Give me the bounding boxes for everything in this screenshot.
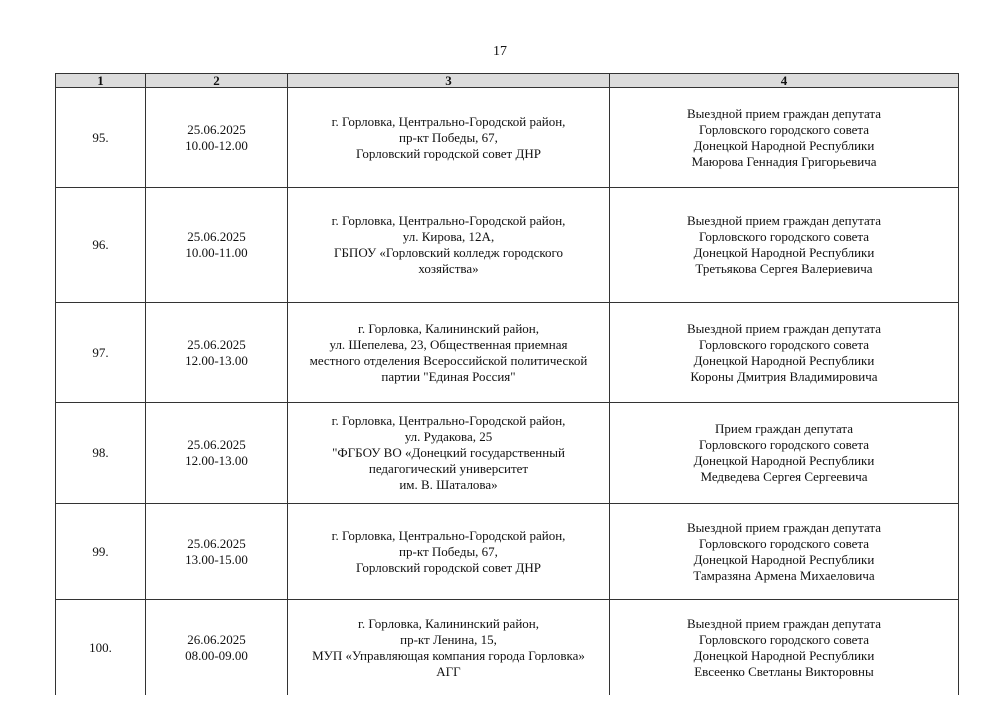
table-row — [56, 600, 959, 696]
column-header-1: 1 — [56, 74, 146, 88]
event-line: Донецкой Народной Республики — [693, 352, 875, 368]
table-row — [56, 504, 959, 600]
place-line: партии "Единая Россия" — [381, 368, 516, 384]
header-row — [56, 74, 959, 88]
event-line: Горловского городского совета — [698, 229, 870, 244]
place-line: хозяйства» — [418, 261, 479, 276]
event-line: Горловского городского совета — [698, 437, 870, 452]
datetime-cell — [146, 504, 288, 600]
place-line: г. Горловка, Калининский район, — [358, 615, 539, 631]
table-body — [56, 88, 959, 696]
place-cell — [288, 188, 610, 303]
place-line: Горловский городской совет ДНР — [356, 145, 541, 161]
row-number-cell: 95. — [56, 88, 146, 188]
place-line: МУП «Управляющая компания города Горловка» — [312, 647, 585, 663]
event-line: Донецкой Народной Республики — [693, 453, 875, 468]
table-row — [56, 188, 959, 303]
place-line: ул. Рудакова, 25 — [404, 429, 493, 444]
event-line: Горловского городского совета — [698, 121, 870, 137]
event-line: Выездной прием граждан депутата — [686, 213, 882, 228]
time-text: 12.00-13.00 — [185, 453, 248, 468]
column-header-2: 2 — [146, 74, 288, 88]
event-line: Донецкой Народной Республики — [693, 245, 875, 260]
event-line: Донецкой Народной Республики — [693, 137, 875, 153]
place-line: ул. Шепелева, 23, Общественная приемная — [329, 336, 568, 352]
date-text: 25.06.2025 — [187, 535, 246, 551]
place-line: ГБПОУ «Горловский колледж городского — [333, 245, 564, 260]
time-text: 08.00-09.00 — [185, 647, 248, 663]
place-line: г. Горловка, Центрально-Городской район, — [331, 113, 566, 129]
event-line: Прием граждан депутата — [715, 421, 853, 436]
datetime-cell — [146, 600, 288, 696]
event-line: Выездной прием граждан депутата — [686, 519, 882, 535]
row-number-cell: 99. — [56, 504, 146, 600]
event-line: Донецкой Народной Республики — [693, 551, 875, 567]
place-line: ул. Кирова, 12А, — [402, 229, 495, 244]
place-cell — [288, 303, 610, 403]
table-row — [56, 403, 959, 504]
event-line: Донецкой Народной Республики — [693, 647, 875, 663]
place-line: "ФГБОУ ВО «Донецкий государственный — [332, 445, 565, 460]
time-text: 10.00-12.00 — [185, 137, 248, 153]
time-text: 13.00-15.00 — [185, 551, 248, 567]
event-line: Короны Дмитрия Владимировича — [690, 368, 878, 384]
datetime-cell — [146, 88, 288, 188]
event-line: Тамразяна Армена Михаеловича — [693, 567, 875, 583]
row-number-cell: 100. — [56, 600, 146, 696]
place-line: Горловский городской совет ДНР — [356, 559, 541, 575]
place-cell — [288, 88, 610, 188]
place-line: г. Горловка, Калининский район, — [358, 320, 539, 336]
row-number-cell: 98. — [56, 403, 146, 504]
event-line: Маюрова Геннадия Григорьевича — [691, 153, 877, 169]
event-line: Выездной прием граждан депутата — [686, 105, 882, 121]
event-line: Третьякова Сергея Валериевича — [695, 261, 873, 276]
place-line: им. В. Шаталова» — [399, 477, 498, 492]
date-text: 26.06.2025 — [187, 631, 246, 647]
event-line: Горловского городского совета — [698, 631, 870, 647]
row-number-cell: 96. — [56, 188, 146, 303]
event-line: Медведева Сергея Сергеевича — [700, 469, 868, 484]
time-text: 12.00-13.00 — [185, 352, 248, 368]
date-text: 25.06.2025 — [187, 336, 246, 352]
event-cell — [610, 504, 959, 600]
place-cell — [288, 403, 610, 504]
event-line: Выездной прием граждан депутата — [686, 615, 882, 631]
event-line: Горловского городского совета — [698, 336, 870, 352]
event-cell — [610, 303, 959, 403]
place-line: пр-кт Победы, 67, — [399, 543, 498, 559]
datetime-cell — [146, 403, 288, 504]
event-line: Горловского городского совета — [698, 535, 870, 551]
place-line: пр-кт Победы, 67, — [399, 129, 498, 145]
place-line: АГГ — [436, 663, 461, 679]
page-number: 17 — [493, 44, 507, 59]
column-header-4: 4 — [610, 74, 959, 88]
time-text: 10.00-11.00 — [185, 245, 248, 260]
datetime-cell — [146, 188, 288, 303]
schedule-table — [55, 73, 959, 695]
table-row — [56, 88, 959, 188]
place-cell — [288, 504, 610, 600]
date-text: 25.06.2025 — [187, 121, 246, 137]
place-line: педагогический университет — [368, 461, 529, 476]
place-line: г. Горловка, Центрально-Городской район, — [331, 213, 566, 228]
table-row — [56, 303, 959, 403]
place-line: г. Горловка, Центрально-Городской район, — [331, 527, 566, 543]
place-cell — [288, 600, 610, 696]
event-cell — [610, 600, 959, 696]
datetime-cell — [146, 303, 288, 403]
date-text: 25.06.2025 — [187, 437, 246, 452]
event-cell — [610, 188, 959, 303]
row-number-cell: 97. — [56, 303, 146, 403]
date-text: 25.06.2025 — [187, 229, 246, 244]
place-line: г. Горловка, Центрально-Городской район, — [331, 413, 566, 428]
event-cell — [610, 403, 959, 504]
event-line: Выездной прием граждан депутата — [686, 320, 882, 336]
place-line: пр-кт Ленина, 15, — [400, 631, 497, 647]
column-header-3: 3 — [288, 74, 610, 88]
event-line: Евсеенко Светланы Викторовны — [694, 663, 874, 679]
event-cell — [610, 88, 959, 188]
table-header — [56, 74, 959, 88]
place-line: местного отделения Всероссийской политической — [309, 352, 588, 368]
